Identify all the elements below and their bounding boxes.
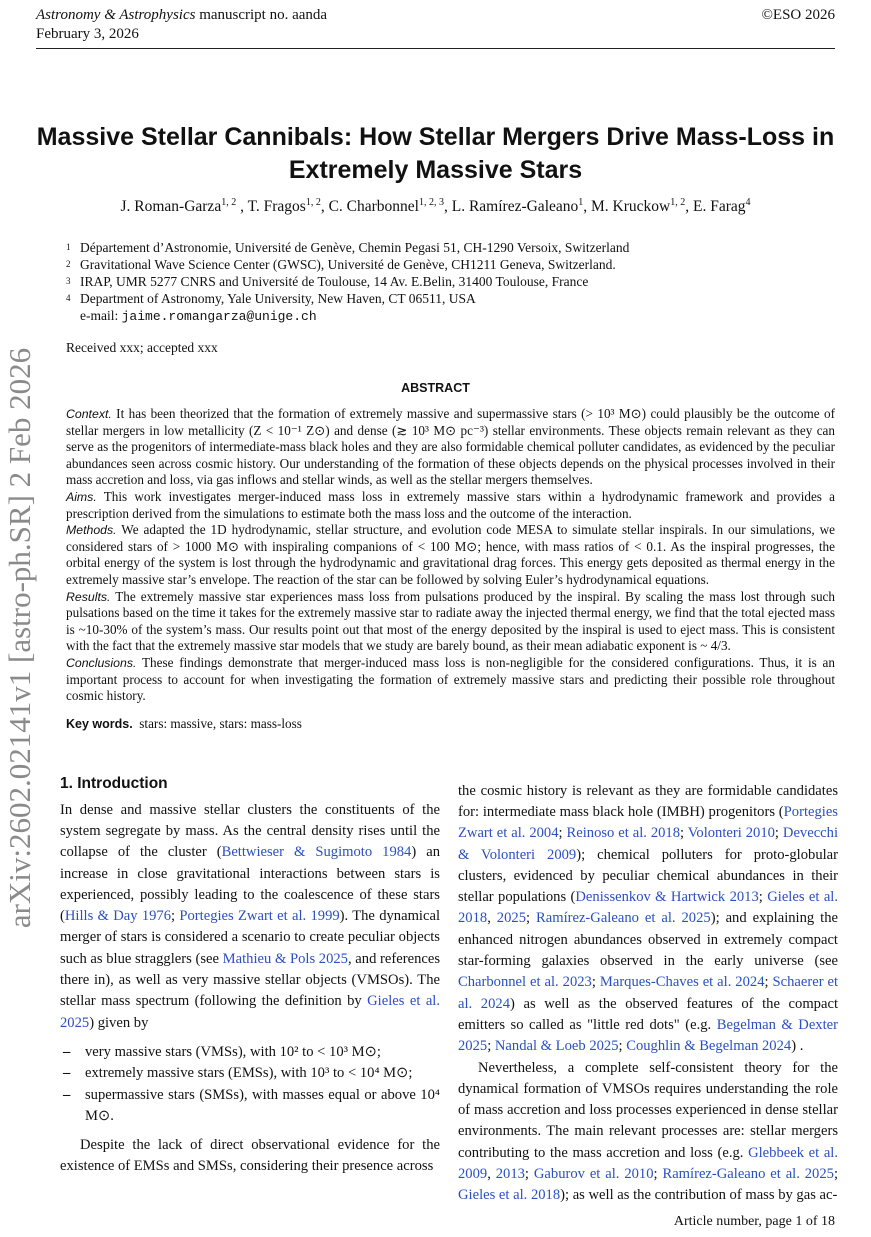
author-affiliation-mark: 1, 2 — [221, 196, 237, 208]
body-text: ; — [764, 974, 773, 991]
citation-link[interactable]: Denissenkov & Hartwick 2013 — [575, 889, 759, 906]
manuscript-no: manuscript no. aanda — [195, 7, 328, 23]
citation-link[interactable]: Hills & Day 1976 — [64, 908, 172, 925]
affiliation-number: 3 — [66, 276, 71, 286]
affiliation-number: 1 — [66, 242, 71, 252]
citation-link[interactable]: Glebbeek et al. 2009 — [458, 1144, 839, 1183]
citation-link[interactable]: Nandal & Loeb 2025 — [494, 1038, 619, 1055]
left-column — [60, 773, 440, 1178]
keywords — [66, 715, 871, 733]
keywords-text: stars: massive, stars: mass-loss — [139, 715, 302, 731]
body-text: ); as well as the contribution of mass by gas ac- — [560, 1187, 838, 1204]
author-name: C. Charbonnel — [328, 198, 419, 215]
abstract-paragraph — [66, 655, 835, 705]
citation-link[interactable]: Portegies Zwart et al. 2004 — [458, 803, 838, 842]
abstract-text: This work investigates merger-induced mass loss in extremely massive stars within a hydrodynamic framework and provides a prescription derived from the simulations to estimate both the mass loss and the outcome of the interaction. — [66, 488, 835, 521]
body-text: ) an increase in close gravitational interactions between stars is experienced, possibly leading to the coalescence of these stars ( — [60, 844, 440, 925]
body-text: , — [487, 1166, 496, 1183]
abstract — [66, 406, 835, 705]
abstract-label: Aims. — [66, 489, 97, 504]
citation-link[interactable]: Volonteri 2010 — [687, 825, 775, 842]
body-text: the cosmic history is relevant as they are formidable candidates for: intermediate mass black hole (IMBH) progenitors ( — [458, 782, 838, 820]
paper-title: Massive Stellar Cannibals: How Stellar Mergers Drive Mass-Loss in Extremely Massive Stars — [36, 123, 835, 184]
section-heading: 1. Introduction — [60, 774, 168, 792]
body-text: , — [487, 910, 497, 927]
abstract-text: These findings demonstrate that merger-induced mass loss is non-negligible for the considered configurations. Thus, it is an important process to account for when investigating the formation of extremely massive stars and predicting their possible role throughout cosmic history. — [66, 654, 835, 704]
body-text: ) given by — [89, 1014, 149, 1031]
author-affiliation-mark: 1, 2, 3 — [418, 196, 444, 208]
body-text: ; — [487, 1038, 495, 1055]
abstract-label: Results. — [66, 589, 111, 604]
body-columns — [60, 773, 838, 1207]
abstract-heading: ABSTRACT — [401, 381, 470, 395]
received-line: Received xxx; accepted xxx — [66, 340, 218, 355]
body-text: ; — [833, 1166, 839, 1183]
author-name: E. Farag — [692, 198, 746, 215]
copyright: ©ESO 2026 — [761, 7, 835, 23]
citation-link[interactable]: Charbonnel et al. 2023 — [458, 974, 592, 991]
body-text: Nevertheless, a complete self-consistent theory for the dynamical formation of VMSOs requires understanding the role of mass accretion and loss processes experienced in dense stellar environments. The main relevant processes are: stellar mergers contributing to the mass accretion and loss (e.g. — [458, 1059, 838, 1161]
running-header — [36, 6, 835, 49]
abstract-label: Context. — [66, 407, 112, 421]
affiliations — [66, 239, 835, 325]
citation-link[interactable]: Ramírez-Galeano et al. 2025 — [536, 910, 711, 927]
affiliation — [66, 290, 835, 307]
abstract-text: We adapted the 1D hydrodynamic, stellar structure, and evolution code MESA to simulate stellar inspirals. In our simulations, we considered stars of > 1000 M⊙ with inspiraling companions of < 100 M⊙; hence, with mass ratios of < 0.1. As the inspiral progresses, the orbital energy of the system is lost through the hydrodynamic and gravitational drag forces. This energy gets deposited as thermal energy in the extremely massive star’s envelope. The reaction of the star can be followed by solving Euler’s hydrodynamical equations. — [66, 522, 835, 587]
body-text: ; — [653, 1166, 663, 1183]
affiliation-text: Department of Astronomy, Yale University, New Haven, CT 06511, USA — [80, 291, 476, 306]
author-name: M. Kruckow — [591, 198, 671, 215]
author-affiliation-mark: 1, 2 — [305, 196, 321, 208]
journal-name: Astronomy & Astrophysics — [36, 7, 196, 23]
citation-link[interactable]: 2025 — [496, 910, 526, 927]
abstract-paragraph — [66, 406, 835, 489]
list-item: – very massive stars (VMSs), with 10² to < 10³ M⊙; — [85, 1042, 440, 1063]
abstract-text: It has been theorized that the formation of extremely massive and supermassive stars (> 10³ M⊙) could plausibly be the outcome of stellar mergers in low metallicity (Z < 10⁻¹ Z⊙) and dense (≳ 10³ M⊙ pc⁻³) stellar environments. These objects remain relevant as they can serve as the progenitors of intermediate-mass black holes and they are also formidable chemical polluter candidates, as evidenced by the peculiar abundances seen across cosmic history. Our understanding of the formation of these objects depends on the physical processes involved in their mass accretion and loss, via gas inflows and stellar winds, as well as the stellar mergers themselves. — [66, 406, 835, 488]
citation-link[interactable]: Reinoso et al. 2018 — [566, 825, 681, 842]
list-item: – extremely massive stars (EMSs), with 10³ to < 10⁴ M⊙; — [85, 1063, 440, 1084]
body-paragraph — [458, 781, 838, 1058]
mass-spectrum-list — [60, 1042, 440, 1127]
author-affiliation-mark: 1, 2 — [670, 196, 686, 208]
citation-link[interactable]: Devecchi & Volonteri 2009 — [458, 825, 839, 863]
affiliation — [66, 273, 835, 290]
body-text: ); chemical polluters for proto-globular clusters, evidenced by peculiar chemical abundances in their stellar populations ( — [458, 846, 839, 906]
abstract-label: Methods. — [66, 523, 117, 538]
citation-link[interactable]: Gieles et al. 2018 — [458, 889, 838, 927]
body-text: ; — [525, 910, 536, 927]
affiliation-text: Département d’Astronomie, Université de Genève, Chemin Pegasi 51, CH-1290 Versoix, Switzerland — [80, 240, 630, 255]
email-label: e-mail: — [80, 308, 122, 323]
body-text: ; — [774, 825, 783, 842]
body-text: ; — [171, 908, 180, 925]
affiliation-text: IRAP, UMR 5277 CNRS and Université de Toulouse, 14 Av. E.Belin, 31400 Toulouse, France — [80, 274, 589, 289]
affiliation-text: Gravitational Wave Science Center (GWSC), Université de Genève, CH1211 Geneva, Switzerland. — [80, 257, 616, 272]
author-list: J. Roman-Garza$^{1, 2}$ , T. Fragos$^{1, 2}$, C. Charbonnel$^{1, 2, 3}$, L. Ramírez-Galeano$^1$, M. Kruckow$^{1, 2}$, E. Farag$^4$ — [120, 196, 751, 215]
email-link[interactable]: jaime.romangarza@unige.ch — [121, 309, 317, 324]
header-date: February 3, 2026 — [36, 26, 139, 42]
citation-link[interactable]: Begelman & Dexter 2025 — [458, 1016, 838, 1055]
citation-link[interactable]: Coughlin & Begelman 2024 — [626, 1038, 792, 1055]
author-name: J. Roman-Garza — [120, 198, 222, 215]
page-footer: Article number, page 1 of 18 — [673, 1213, 835, 1229]
abstract-paragraph — [66, 489, 835, 522]
body-paragraph — [60, 800, 440, 1034]
citation-link[interactable]: Schaerer et al. 2024 — [458, 974, 839, 1012]
body-paragraph — [458, 1058, 838, 1207]
author-name: L. Ramírez-Galeano — [451, 198, 579, 215]
affiliation-number: 4 — [66, 293, 71, 303]
citation-link[interactable]: Ramírez-Galeano et al. 2025 — [662, 1166, 834, 1183]
citation-link[interactable]: Portegies Zwart et al. 1999 — [179, 908, 340, 925]
body-text: In dense and massive stellar clusters the constituents of the system segregate by mass. As the central density rises until the collapse of the cluster ( — [60, 801, 440, 861]
list-item: – supermassive stars (SMSs), with masses equal or above 10⁴ M⊙. — [85, 1085, 440, 1128]
body-text: ; — [680, 825, 688, 842]
abstract-text: The extremely massive star experiences mass loss from pulsations produced by the inspiral. By scaling the mass lost through such pulsations based on the time it takes for the extremely massive star to radiate away the injected thermal energy, we find that the total ejected mass is ~10-30% of the system’s mass. Our results point out that most of the energy deposited by the inspiral is used to eject mass. This is consistent with the fact that the extremely massive star models that we study are barely bound, as their mean adiabatic exponent is ~ 4/3. — [66, 588, 835, 654]
citation-link[interactable]: Marques-Chaves et al. 2024 — [599, 974, 765, 991]
arxiv-stamp[interactable]: arXiv:2602.02141v1 [astro-ph.SR] 2 Feb 2026 — [2, 347, 37, 929]
body-text: ). The dynamical merger of stars is considered a scenario to create peculiar objects such as blue stragglers (see — [60, 908, 440, 967]
abstract-paragraph — [66, 589, 835, 655]
author-affiliation-mark: 4 — [745, 196, 751, 208]
citation-link[interactable]: Gieles et al. 2018 — [458, 1187, 561, 1204]
keywords-label: Key words. — [66, 716, 133, 731]
author-name: T. Fragos — [247, 198, 306, 215]
abstract-label: Conclusions. — [66, 655, 137, 670]
body-text: ; — [758, 889, 768, 906]
citation-link[interactable]: Gaburov et al. 2010 — [533, 1166, 654, 1183]
body-text: , and references there in), as well as very massive stellar objects (VMSOs). The stellar mass spectrum (following the definition by — [60, 950, 440, 1010]
author-affiliation-mark: 1 — [578, 196, 584, 208]
body-text: ); and explaining the enhanced nitrogen abundances observed in extremely compact star-forming galaxies observed in the early universe (see — [458, 910, 838, 970]
body-text: ) . — [791, 1038, 804, 1055]
affiliation — [66, 239, 835, 256]
affiliation-number: 2 — [66, 259, 71, 269]
affiliation — [66, 256, 835, 273]
body-paragraph — [60, 1135, 440, 1178]
body-text: ; — [591, 974, 600, 991]
body-text: Despite the lack of direct observational evidence for the existence of EMSs and SMSs, considering their presence across — [60, 1137, 440, 1175]
right-column — [458, 781, 838, 1207]
body-text: ; — [558, 825, 567, 842]
citation-link[interactable]: Bettwieser & Sugimoto 1984 — [221, 844, 412, 861]
body-text: ) as well as the observed features of the compact emitters so called as "little red dots" (e.g. — [458, 995, 838, 1033]
citation-link[interactable]: Gieles et al. 2025 — [60, 993, 440, 1031]
body-text: ; — [618, 1038, 627, 1055]
citation-link[interactable]: Mathieu & Pols 2025 — [222, 950, 348, 967]
abstract-paragraph — [66, 522, 835, 588]
body-text: ; — [524, 1166, 534, 1183]
citation-link[interactable]: 2013 — [495, 1166, 525, 1183]
